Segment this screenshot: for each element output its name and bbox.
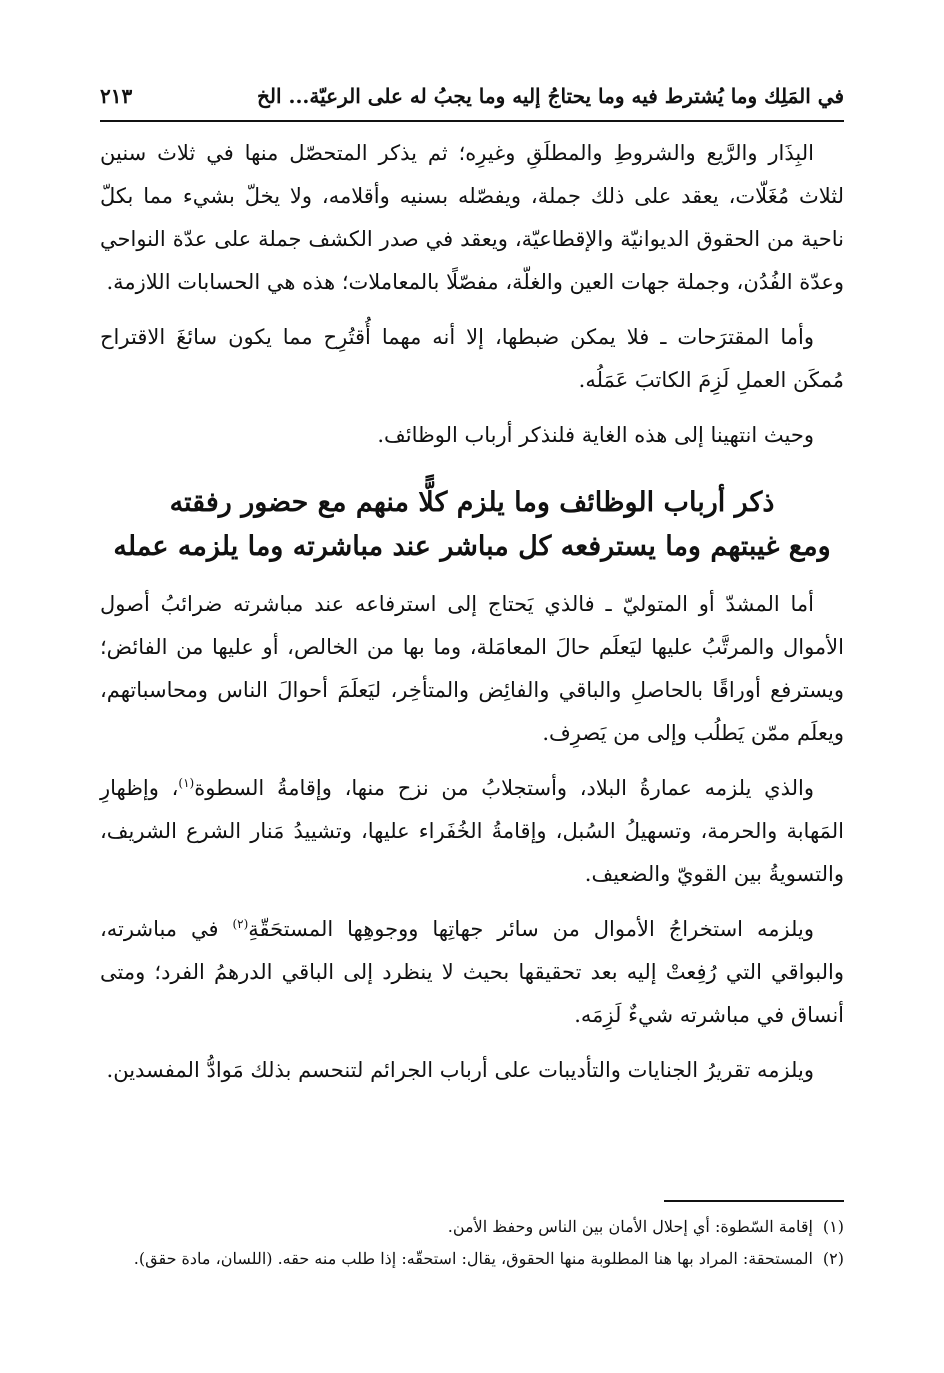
footnote-ref-2: (٢) (232, 917, 249, 931)
footnote-marker: (١) (822, 1217, 844, 1236)
paragraph-penalties: ويلزمه تقريرُ الجنايات والتأديبات على أرباب الجرائم لتنحسم بذلك مَوادُّ المفسدين. (106, 1058, 814, 1082)
main-text (100, 132, 844, 1104)
paragraph-supervisor: أما المشدّ أو المتوليّ ـ فالذي يَحتاج إلى استرفاعه عند مباشرته ضرائبُ أصول الأموال والمرتَّبُ عليها ليَعلَم حالَ المعامَلة، وما بها من الخالص، أو عليها من الفائض؛ ويسترفع أوراقًا بالحاصلِ والباقي والفائِض والمتأخِر، ليَعلَمَ أحوالَ الناس ومحاسباتهم، ويعلَم ممّن يَطلُب وإلى من يَصرِف. (100, 592, 844, 745)
paragraph-accounts: البِذَار والرَّيع والشروطِ والمطلَقِ وغيرِه؛ ثم يذكر المتحصّل منها في ثلاث سنين لثلاث مُغَلّات، يعقد على ذلك جملة، ويفصّله بسنيه وأقلامه، ولا يخلّ بشيء مما بكلّ ناحية من الحقوق الديوانيّة والإقطاعيّة، ويعقد في صدر الكشف جملة على عدّة النواحي وعدّة الفُدُن، وجملة جهات العين والغلّة، مفصّلًا بالمعاملات؛ هذه هي الحسابات اللازمة. (100, 141, 844, 294)
header-divider (100, 120, 844, 122)
paragraph-collection-start: ويلزمه استخراجُ الأموال من سائر جهاتِها ووجوهِها المستحَقّةِ (248, 917, 814, 941)
footnote-ref-1: (١) (178, 776, 195, 790)
paragraph-duties-start: والذي يلزمه عمارةُ البلاد، وأستجلابُ من نزح منها، وإقامةُ السطوة (194, 776, 814, 800)
section-heading (100, 481, 844, 569)
footnote-1 (100, 1212, 844, 1242)
footnote-text: المستحقة: المراد بها هنا المطلوبة منها الحقوق، يقال: استحقّه: إذا طلب منه حقه. (اللسان، مادة حقق). (133, 1249, 813, 1268)
footnote-marker: (٢) (822, 1249, 844, 1268)
section-heading-line-1: ذكر أرباب الوظائف وما يلزم كلًّا منهم مع حضور رفقته (169, 487, 775, 518)
running-header (100, 76, 844, 116)
paragraph-duties-end: ، وإظهارِ المَهابة والحرمة، وتسهيلُ السُبل، وإقامةُ الخُفَراء عليها، وتشييدُ مَنار الشرع الشريف، والتسويةُ بين القويّ والضعيف. (100, 776, 845, 886)
paragraph-collection-end: في مباشرته، والبواقي التي رُفِعتْ إليه بعد تحقيقها بحيث لا ينظرد إلى الباقي الدرهمُ الفرد؛ ومتى أنساق في مباشرته شيءٌ لَزِمَه. (100, 917, 844, 1027)
header-title: في المَلِك وما يُشترط فيه وما يحتاجُ إليه وما يجبُ له على الرعيّة... الخ (256, 84, 844, 108)
paragraph-proposals: وأما المقترَحات ـ فلا يمكن ضبطها، إلا أنه مهما أُقتُرِح مما يكون سائغَ الاقتراح مُمكَن العملِ لَزِمَ الكاتبَ عَمَلُه. (100, 325, 844, 392)
page-number: ٢١٣ (100, 84, 133, 108)
footnote-divider (664, 1200, 844, 1202)
paragraph-collection (100, 908, 844, 1037)
section-heading-line-2: ومع غيبتهم وما يسترفعه كل مباشر عند مباشرته وما يلزمه عمله (113, 531, 831, 562)
paragraph-transition: وحيث انتهينا إلى هذه الغاية فلنذكر أرباب الوظائف. (377, 423, 814, 447)
paragraph-duties (100, 767, 844, 896)
footnote-2 (100, 1244, 844, 1274)
footnote-text: إقامة السّطوة: أي إحلال الأمان بين الناس وحفظ الأمن. (447, 1217, 813, 1236)
footnotes (100, 1212, 844, 1276)
